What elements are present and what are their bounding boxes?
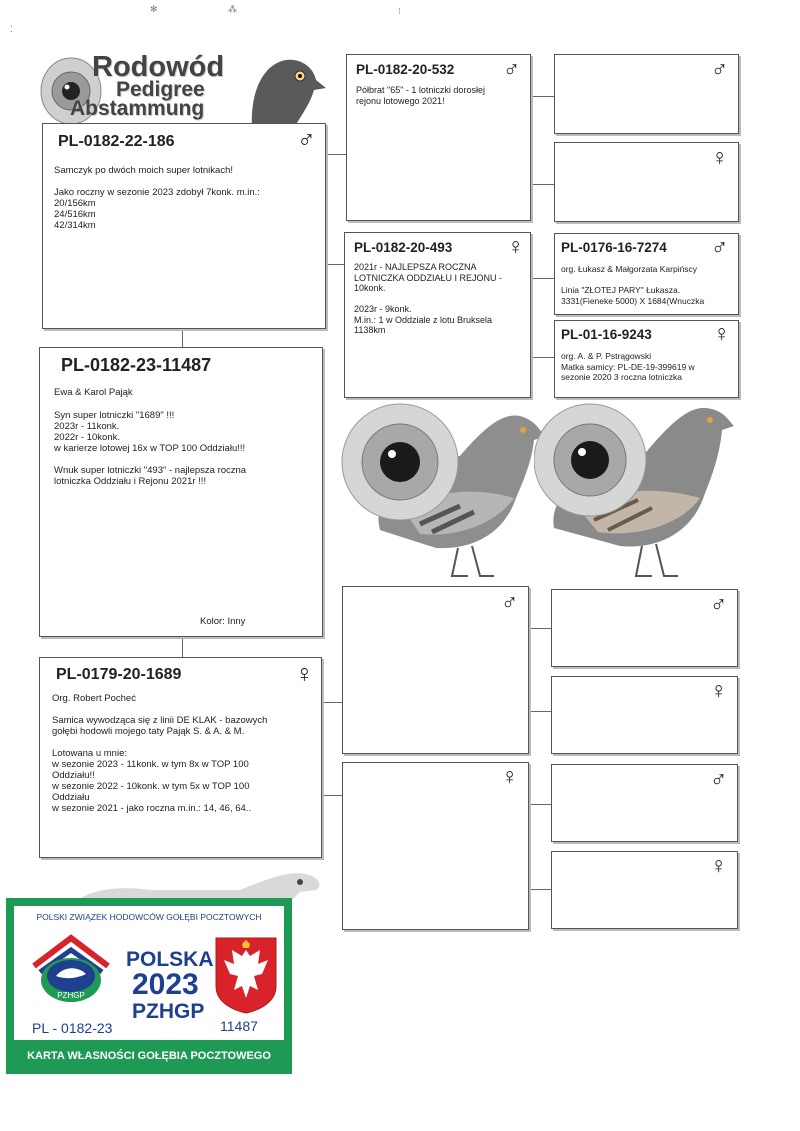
sire-sire-sire-card	[554, 54, 739, 134]
male-icon: ♂	[711, 56, 729, 82]
connector-line	[322, 702, 342, 703]
sire-dam-sire-ring: PL-0176-16-7274	[561, 240, 667, 255]
logo-text: PZHGP	[57, 991, 85, 1000]
sire-sire-ring: PL-0182-20-532	[356, 62, 455, 77]
male-icon: ♂	[710, 591, 728, 617]
male-icon: ♂	[711, 234, 729, 260]
connector-line	[529, 711, 551, 712]
logo-pigeon-head	[244, 52, 328, 128]
dam-ring: PL-0179-20-1689	[56, 666, 182, 683]
subject-owner: Ewa & Karol Pająk	[54, 387, 133, 398]
ownership-card-panel	[14, 906, 284, 1040]
connector-line	[182, 329, 183, 348]
connector-line	[529, 628, 530, 712]
sire-notes: Samczyk po dwóch moich super lotnikach! Jako roczny w sezonie 2023 zdobył 7konk. m.in.: 20/156km 24/516km 42/314km	[54, 165, 260, 231]
male-icon: ♂	[501, 589, 519, 615]
female-icon: ♀	[713, 320, 731, 346]
sire-dam-sire-card	[554, 233, 739, 315]
female-icon: ♀	[711, 144, 729, 170]
dam-dam-card	[342, 762, 529, 930]
sire-sire-dam-card	[554, 142, 739, 222]
pigeon-photo-right	[534, 400, 742, 586]
sire-dam-dam-ring: PL-01-16-9243	[561, 327, 652, 342]
card-union: PZHGP	[132, 1000, 205, 1023]
scan-speck: ⁂	[228, 4, 237, 14]
connector-line	[529, 804, 530, 890]
male-icon: ♂	[710, 766, 728, 792]
male-icon: ♂	[503, 56, 521, 82]
connector-line	[531, 278, 532, 358]
sire-dam-sire-notes: org. Łukasz & Małgorzata Karpińscy Linia "ZŁOTEJ PARY" Łukasza. 3331(Fieneke 5000) X 1684(Wnuczka	[561, 264, 705, 306]
scan-speck: ✻	[150, 4, 158, 14]
header-subtitle-en: Pedigree	[116, 78, 205, 101]
card-ring-prefix: PL - 0182-23	[32, 1020, 113, 1036]
sire-dam-ring: PL-0182-20-493	[354, 240, 453, 255]
connector-line	[182, 636, 183, 658]
ownership-card	[6, 898, 292, 1074]
subject-color: Kolor: Inny	[200, 616, 246, 627]
polish-eagle-emblem-icon	[214, 936, 278, 1014]
card-ring-number: 11487	[220, 1018, 258, 1034]
connector-line	[326, 154, 327, 266]
connector-line	[530, 96, 554, 97]
sire-card	[42, 123, 326, 329]
subject-card	[39, 347, 323, 637]
dam-notes: Org. Robert Pocheć Samica wywodząca się z linii DE KLAK - bazowych gołębi hodowli mojego taty Pająk S. & A. & M. Lotowana u mnie: w sezonie 2023 - 11konk. w tym 8x w TOP 100 Oddziału!! w sezonie 2022 - 10konk. w tym 5x w TOP 100 Oddziału w sezonie 2021 - jako roczna m.in.: 14, 46, 64..	[52, 693, 268, 814]
dam-dam-sire-card	[551, 764, 738, 842]
connector-line	[326, 264, 346, 265]
dam-sire-dam-card	[551, 676, 738, 754]
connector-line	[531, 357, 554, 358]
female-icon: ♀	[710, 677, 728, 703]
connector-line	[530, 184, 554, 185]
pigeon-photo-left	[340, 400, 548, 586]
sire-sire-card	[346, 54, 531, 221]
sire-dam-notes: 2021r - NAJLEPSZA ROCZNA LOTNICZKA ODDZIAŁU I REJONU - 10konk. 2023r - 9konk. M.in.: 1 w Oddziale z lotu Bruksela 1138km	[354, 262, 503, 335]
female-icon: ♀	[501, 763, 519, 789]
dam-dam-dam-card	[551, 851, 738, 929]
connector-line	[326, 154, 346, 155]
header-title: Rodowód	[92, 51, 225, 83]
connector-line	[531, 278, 554, 279]
connector-line	[529, 628, 551, 629]
female-icon: ♀	[507, 233, 525, 259]
male-icon: ♂	[297, 126, 316, 154]
dam-card	[39, 657, 322, 858]
scan-speck: ⁝	[398, 6, 401, 16]
card-country: POLSKA	[126, 948, 214, 971]
dam-sire-card	[342, 586, 529, 754]
subject-ring: PL-0182-23-11487	[61, 355, 212, 375]
header-subtitle-de: Abstammung	[70, 97, 205, 120]
female-icon: ♀	[710, 852, 728, 878]
card-footer: KARTA WŁASNOŚCI GOŁĘBIA POCZTOWEGO	[27, 1050, 271, 1062]
subject-notes: Syn super lotniczki "1689" !!! 2023r - 11konk. 2022r - 10konk. w karierze lotowej 16x w TOP 100 Oddziału!!! Wnuk super lotniczki "493" - najlepsza roczna lotniczka Oddziału i Rejonu 2021r !!!	[54, 410, 247, 487]
sire-dam-dam-notes: org. A. & P. Pstrągowski Matka samicy: PL-DE-19-399619 w sezonie 2020 3 roczna lotniczka	[561, 351, 695, 382]
sire-ring: PL-0182-22-186	[58, 133, 175, 150]
dam-sire-sire-card	[551, 589, 738, 667]
pzhgp-logo-icon	[28, 932, 114, 1006]
connector-line	[322, 795, 342, 796]
connector-line	[529, 804, 551, 805]
female-icon: ♀	[295, 660, 314, 688]
connector-line	[529, 889, 551, 890]
sire-sire-notes: Półbrat "65" - 1 lotniczki dorosłej rejonu lotowego 2021!	[356, 85, 485, 106]
card-org: POLSKI ZWIĄZEK HODOWCÓW GOŁĘBI POCZTOWYCH	[36, 912, 262, 922]
scan-speck: ⁚	[10, 24, 13, 34]
sire-dam-dam-card	[554, 320, 739, 398]
card-year: 2023	[132, 968, 199, 1001]
sire-dam-card	[344, 232, 531, 398]
